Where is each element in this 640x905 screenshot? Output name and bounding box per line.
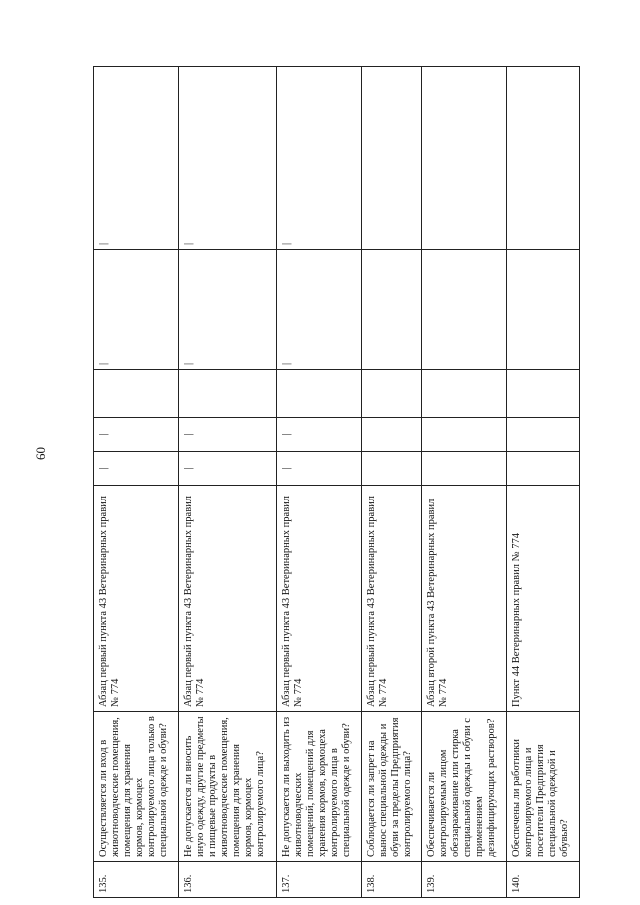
answer-cell <box>507 250 580 370</box>
question-cell: Осуществляется ли вход в животноводческие помещения, помещения для хранения кормов, кормоцех контролируемого лица только в специальной одежде и обуви? <box>94 712 179 862</box>
row-number: 137. <box>277 862 362 898</box>
table-row <box>422 67 507 898</box>
answer-cell: | <box>179 250 277 370</box>
answer-cell <box>422 452 507 486</box>
rotated-table-container <box>93 66 580 898</box>
reference-cell: Абзац первый пункта 43 Ветеринарных правил № 774 <box>94 486 179 712</box>
answer-cell <box>422 370 507 418</box>
question-cell: Обеспечены ли работники контролируемого лица и посетители Предприятия специальной одеждой и обувью? <box>507 712 580 862</box>
row-number: 140. <box>507 862 580 898</box>
answer-cell <box>362 370 422 418</box>
answer-cell: | <box>94 452 179 486</box>
answer-cell <box>179 370 277 418</box>
answer-cell <box>507 67 580 250</box>
answer-cell <box>277 370 362 418</box>
answer-cell <box>507 370 580 418</box>
reference-cell: Пункт 44 Ветеринарных правил № 774 <box>507 486 580 712</box>
page-number: 60 <box>33 447 48 460</box>
answer-cell <box>362 250 422 370</box>
answer-cell <box>362 67 422 250</box>
table-row <box>179 67 277 898</box>
reference-cell: Абзац первый пункта 43 Ветеринарных правил № 774 <box>179 486 277 712</box>
reference-cell: Абзац первый пункта 43 Ветеринарных правил № 774 <box>362 486 422 712</box>
checklist-table <box>93 66 580 898</box>
answer-cell: | <box>277 67 362 250</box>
answer-cell: | <box>94 67 179 250</box>
answer-cell: | <box>277 452 362 486</box>
table-row <box>507 67 580 898</box>
answer-cell: | <box>179 452 277 486</box>
answer-cell <box>422 418 507 452</box>
reference-cell: Абзац первый пункта 43 Ветеринарных правил № 774 <box>277 486 362 712</box>
answer-cell <box>422 250 507 370</box>
answer-cell: | <box>94 418 179 452</box>
answer-cell: | <box>277 418 362 452</box>
answer-cell <box>362 418 422 452</box>
answer-cell: | <box>179 67 277 250</box>
answer-cell <box>362 452 422 486</box>
answer-cell <box>507 418 580 452</box>
table-row <box>277 67 362 898</box>
question-cell: Соблюдается ли запрет на вынос специальной одежды и обуви за пределы Предприятия контролируемого лица? <box>362 712 422 862</box>
row-number: 136. <box>179 862 277 898</box>
table-row <box>362 67 422 898</box>
question-cell: Обеспечивается ли контролируемым лицом обеззараживание или стирка специальной одежды и обуви с применением дезинфицирующих растворов? <box>422 712 507 862</box>
reference-cell: Абзац второй пункта 43 Ветеринарных правил № 774 <box>422 486 507 712</box>
answer-cell <box>422 67 507 250</box>
question-cell: Не допускается ли вносить иную одежду, другие предметы и пищевые продукты в животноводческие помещения, помещения для хранения кормов, кормоцех контролируемого лица? <box>179 712 277 862</box>
row-number: 139. <box>422 862 507 898</box>
row-number: 138. <box>362 862 422 898</box>
answer-cell <box>507 452 580 486</box>
answer-cell: | <box>94 250 179 370</box>
table-row <box>94 67 179 898</box>
answer-cell <box>94 370 179 418</box>
answer-cell: | <box>277 250 362 370</box>
answer-cell: | <box>179 418 277 452</box>
row-number: 135. <box>94 862 179 898</box>
question-cell: Не допускается ли выходить из животноводческих помещений, помещений для хранения кормов, кормоцеха контролируемого лица в специальной одежде и обуви? <box>277 712 362 862</box>
